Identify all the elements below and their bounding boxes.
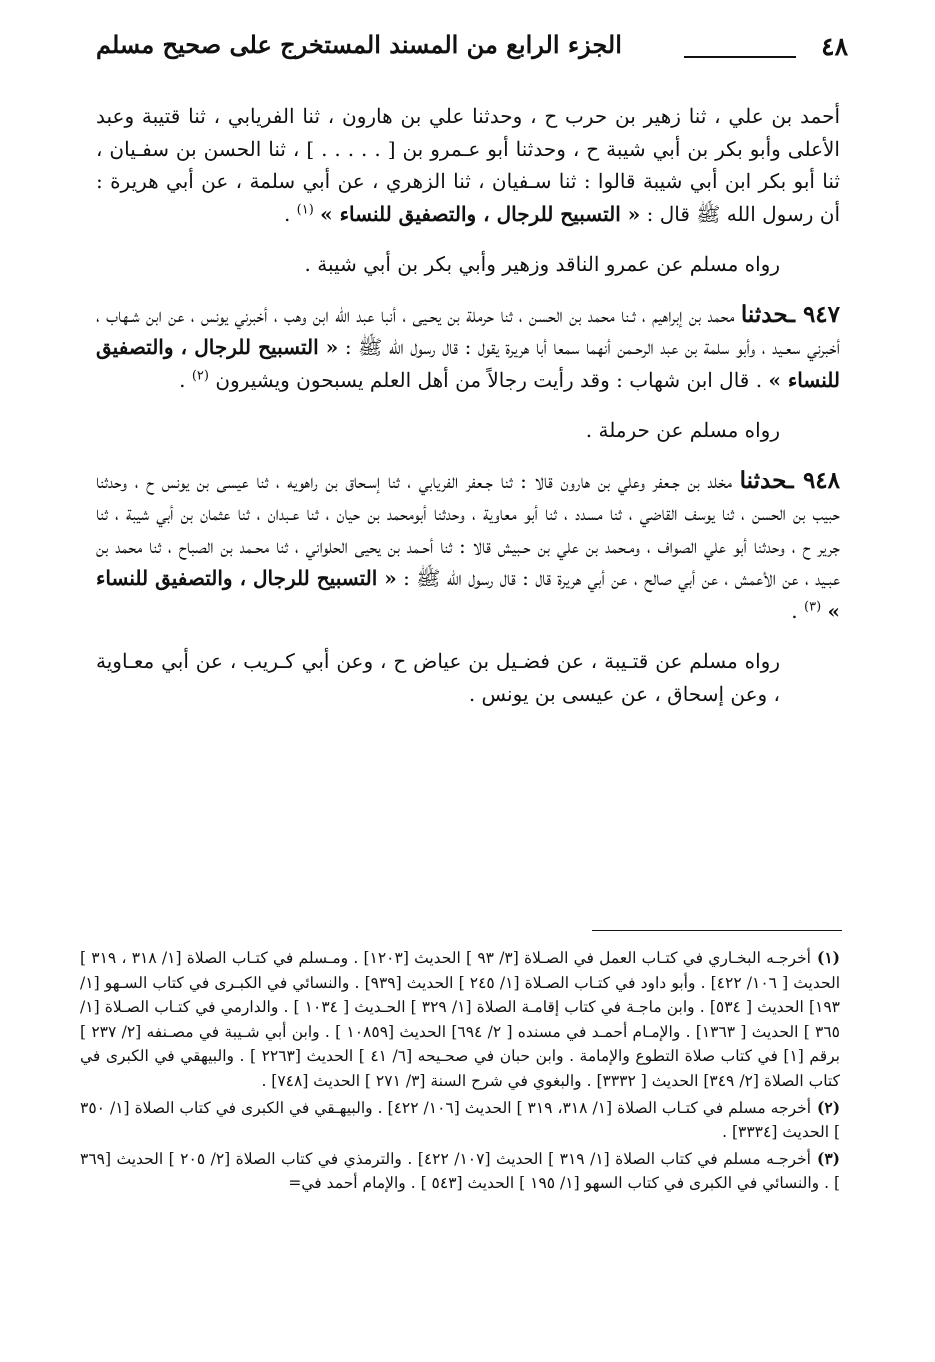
footnote-separator [592, 930, 842, 931]
footnote-text: أخرجـه البخـاري في كتـاب العمل في الصـلاة [٣/ ٩٣ ] الحديث [١٢٠٣] . ومـسلم في كتـاب الصلاة [١/ ٣١٨ ، ٣١٩ ] الحديث [ ١٠٦/ ٤٢٢] . وأبو داود في كتـاب الصـلاة [١/ ٢٤٥ ] الحديث [٩٣٩] . والنسائي في الكبـرى في كتاب السـهو [١/ ١٩٣] الحديث [ ٥٣٤] . وابن ماجـة في كتاب إقامـة الصلاة [١/ ٣٢٩ ] الحـديث [ ١٠٣٤ ] . والدارمي في كتـاب الصـلاة [١/ ٣٦٥ ] الحديث [ ١٣٦٣] . والإمـام أحمـد في مسنده [ ٢/ ٦٩٤] الحديث [١٠٨٥٩ ] . وابن أبي شـيبة في مصـنفه [٢/ ٢٣٧ ] برقم [١] في كتاب صلاة التطوع والإمامة . وابن حبان في صحـيحه [٦/ ٤١ ] الحديث [٢٢٦٣ ] . والبيهقي في الكبرى في كتاب الصلاة [٢/ ٣٤٩] الحديث [ ٣٣٣٢] . والبغوي في شرح السنة [٣/ ٢٧١ ] الحديث [٧٤٨] . [80, 949, 840, 1090]
running-title: الجزء الرابع من المسند المستخرج على صحيح مسلم [96, 30, 622, 59]
page-number: ٤٨ [821, 32, 848, 61]
footnote-mark: (٢) [817, 1097, 841, 1117]
riwaya-note-1: رواه مسلم عن عمرو الناقد وزهير وأبي بكر بن أبي شيبة . [304, 252, 780, 276]
isnad-text: محمد بن إبراهيم ، ثـنا محمد بن الحسن ، ثنا حرملة بن يحـيى ، أنبا عبد الله ابن وهب ، أخبرني يونس ، عن ابن شـهاب ، أخبرني سعـيد ، وأبو سلمة بن عبد الرحـمن أنهما سمعا أبا هريرة يقول : قال رسول الله ﷺ : [96, 302, 841, 359]
isnad-text: أحمد بن علي ، ثنا زهير بن حرب ح ، وحدثنا علي بن هارون ، ثنا الفريابي ، ثنا قتيبة وعبد الأعلى وأبو بكر بن أبي شيبة ح ، وحدثنا أبو عـمرو بن [ . . . . . ] ، ثنا الحسن بن سفـيان ، ثنا أبو بكر ابن أبي شيبة قالوا : ثنا سـفيان ، ثنا الزهري ، عن أبي سلمة ، عن أبي هريرة : أن رسول الله ﷺ قال : [96, 104, 840, 226]
hadith-matn: « التسبيح للرجال ، والتصفيق للنساء » [96, 335, 840, 392]
main-text [96, 100, 840, 728]
footnote-ref-3[interactable]: (٣) [804, 598, 822, 614]
footnote-mark: (١) [816, 948, 840, 967]
haddathana-word: حدثنا [740, 300, 789, 328]
footnote-1 [80, 946, 840, 1094]
isnad-text: مخلد بن جـعفر وعلي بن هارون قالا : ثنا جـعفر الفريابي ، ثنا إسـحاق بن راهويه ، ثنا عيسى بن يونس ح ، وحدثنا حبيب بن الحسن ، ثنا يوسف القاضي ، ثنا مسدد ، ثنا أبو معاوية ، وحدثنا أبومحمد بن حيان ، ثنا عـبدان ، ثنا عثمان بن أبي شيبة ، ثنا جرير ح ، وحدثنا أبو علي الصواف ، ومـحمد بن علي بن حـبيش قالا : ثنا أحـمد بن يحيى الحلواني ، ثنا محـمد بن الصباح ، ثنا محمد بن عبـيد ، عن الأعمش ، عن أبي صالح ، عن أبي هريرة قال : قال رسول الله ﷺ : [96, 468, 841, 590]
isnad-paragraph-1 [96, 100, 840, 230]
footnote-2 [80, 1096, 840, 1145]
sentence-end: . [283, 201, 297, 226]
footnote-3 [80, 1147, 840, 1196]
hadith-number: ٩٤٨ ـ [786, 466, 841, 494]
riwaya-note-2: رواه مسلم عن حرملة . [585, 418, 780, 442]
footnotes [80, 946, 840, 1198]
footnote-ref-1[interactable]: (١) [296, 201, 314, 217]
hadith-947 [96, 299, 840, 397]
footnote-mark: (٣) [817, 1148, 841, 1168]
footnote-ref-2[interactable]: (٢) [191, 367, 209, 383]
footnote-text: أخرجه مسلم في كتـاب الصلاة [١/ ٣١٨، ٣١٩ ] الحديث [١٠٦/ ٤٢٢] . والبيهـقي في الكبرى في كتاب الصلاة [١/ ٣٥٠ ] الحديث [٣٣٣٤] . [80, 1098, 840, 1142]
footnote-text: أخرجـه مسلم في كتاب الصلاة [١/ ٣١٩ ] الحديث [١٠٧/ ٤٢٢] . والترمذي في كتاب الصلاة [٢/ ٢٠٥ ] الحديث [٣٦٩ ] . والنسائي في الكبرى في كتاب السهو [١/ ١٩٥ ] الحديث [٥٤٣ ] . والإمام أحمد في= [80, 1149, 840, 1193]
isnad-text-continued: . قال ابن شهاب : وقد رأيت رجالاً من أهل العلم يسبحون ويشيرون [215, 367, 763, 392]
hadith-matn: « التسبيح للرجال ، والتصفيق للنساء » [96, 566, 840, 623]
sentence-end: . [791, 598, 804, 623]
running-header [96, 28, 848, 72]
sentence-end: . [179, 367, 192, 392]
hadith-number: ٩٤٧ ـ [788, 300, 840, 328]
hadith-948 [96, 465, 840, 628]
header-rule [684, 56, 796, 58]
haddathana-word: حدثنا [739, 466, 787, 494]
riwaya-note-3: رواه مسلم عن قتـيبة ، عن فضـيل بن عياض ح ، وعن أبي كـريب ، عن أبي معـاوية ، وعن إسحاق ، عن عيسى بن يونس . [96, 649, 780, 706]
hadith-matn: « التسبيح للرجال ، والتصفيق للنساء » [320, 201, 641, 226]
